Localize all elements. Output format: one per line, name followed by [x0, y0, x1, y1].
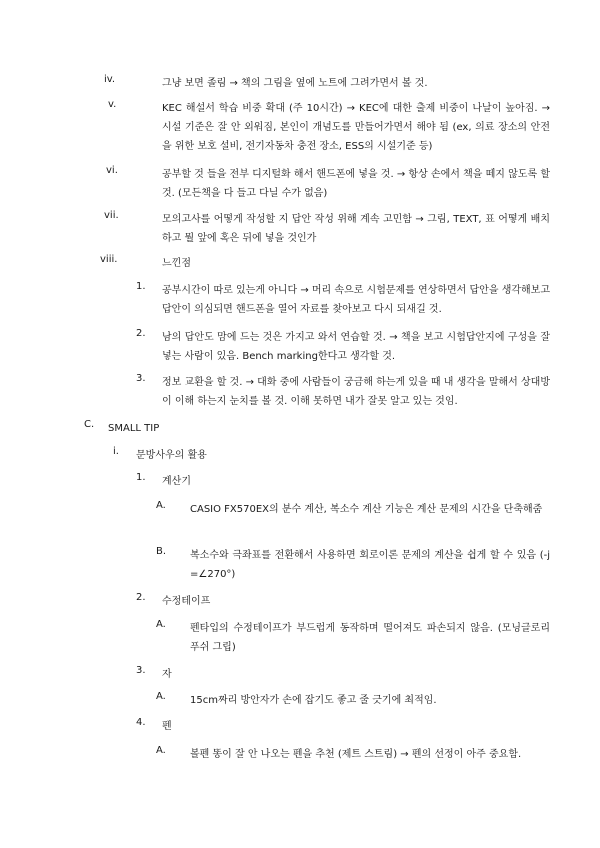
list-text: 계산기: [162, 476, 191, 487]
list-text: 남의 답안도 맘에 드는 것은 가지고 와서 연습할 것. → 책을 보고 시험답안지에 구성을 잘 넣는 사람이 있음. Bench marking한다고 생각할 것.: [162, 332, 550, 362]
list-text: 느낀점: [162, 258, 191, 269]
list-marker: A.: [156, 500, 166, 511]
list-marker: A.: [156, 691, 166, 702]
section-marker: C.: [84, 419, 95, 430]
list-text: 공부할 것 들을 전부 디지털화 해서 핸드폰에 넣을 것. → 항상 손에서 책을 떼지 않도록 할 것. (모든책을 다 들고 다닐 수가 없음): [162, 169, 550, 199]
list-text: 볼펜 똥이 잘 안 나오는 펜을 추천 (제트 스트림) → 펜의 선정이 아주 중요함.: [190, 749, 522, 760]
list-marker: viii.: [100, 254, 118, 265]
list-text: 복소수와 극좌표를 전환해서 사용하면 회로이론 문제의 계산을 쉽게 할 수 있음 (-j =∠270°): [190, 550, 550, 580]
list-text: 공부시간이 따로 있는게 아니다 → 머리 속으로 시험문제를 연상하면서 답안을 생각해보고 답안이 의심되면 핸드폰을 열어 자료를 찾아보고 다시 되새길 것.: [162, 285, 550, 315]
list-marker: 3.: [136, 373, 146, 384]
subsection-marker: i.: [113, 446, 119, 457]
list-text: 그냥 보면 졸림 → 책의 그림을 옆에 노트에 그려가면서 볼 것.: [162, 78, 428, 89]
list-text: 정보 교환을 할 것. → 대화 중에 사람들이 궁금해 하는게 있을 때 내 생각을 말해서 상대방이 이해 하는지 눈치를 볼 것. 이해 못하면 내가 잘못 알고 있는 것임.: [162, 377, 550, 407]
list-marker: B.: [156, 546, 167, 557]
list-text: KEC 해설서 학습 비중 확대 (주 10시간) → KEC에 대한 출제 비중이 나날이 높아짐. → 시설 기준은 잘 안 외워짐, 본인이 개념도를 만들어가면서 해야 됨 (ex, 의료 장소의 안전을 위한 보호 설비, 전기자동차 충전 장소, ESS의 시설기준 등): [162, 103, 550, 152]
list-marker: vii.: [104, 210, 119, 221]
list-text: 펜타입의 수정테이프가 부드럽게 동작하며 떨어져도 파손되지 않음. (모닝글로리 푸쉬 그립): [190, 623, 550, 653]
list-marker: vi.: [106, 165, 118, 176]
list-marker: 2.: [136, 328, 146, 339]
list-marker: A.: [156, 619, 166, 630]
list-marker: iv.: [104, 74, 116, 85]
list-marker: 3.: [136, 665, 146, 676]
list-marker: 1.: [136, 281, 146, 292]
subsection-title: 문방사우의 활용: [136, 450, 207, 461]
section-title: SMALL TIP: [108, 423, 160, 434]
list-marker: v.: [108, 99, 117, 110]
list-marker: 1.: [136, 472, 146, 483]
list-marker: A.: [156, 745, 166, 756]
list-text: 펜: [162, 721, 172, 732]
list-marker: 2.: [136, 592, 146, 603]
list-marker: 4.: [136, 717, 146, 728]
list-text: 자: [162, 669, 172, 680]
list-text: 수정테이프: [162, 596, 211, 607]
list-text: CASIO FX570EX의 분수 계산, 복소수 계산 기능은 계산 문제의 시간을 단축해줌: [190, 504, 543, 515]
list-text: 15cm짜리 방안자가 손에 잡기도 좋고 줄 긋기에 최적임.: [190, 695, 437, 706]
list-text: 모의고사를 어떻게 작성할 지 답안 작성 위해 계속 고민함 → 그림, TEXT, 표 어떻게 배치하고 뭘 앞에 혹은 뒤에 넣을 것인가: [162, 214, 550, 244]
